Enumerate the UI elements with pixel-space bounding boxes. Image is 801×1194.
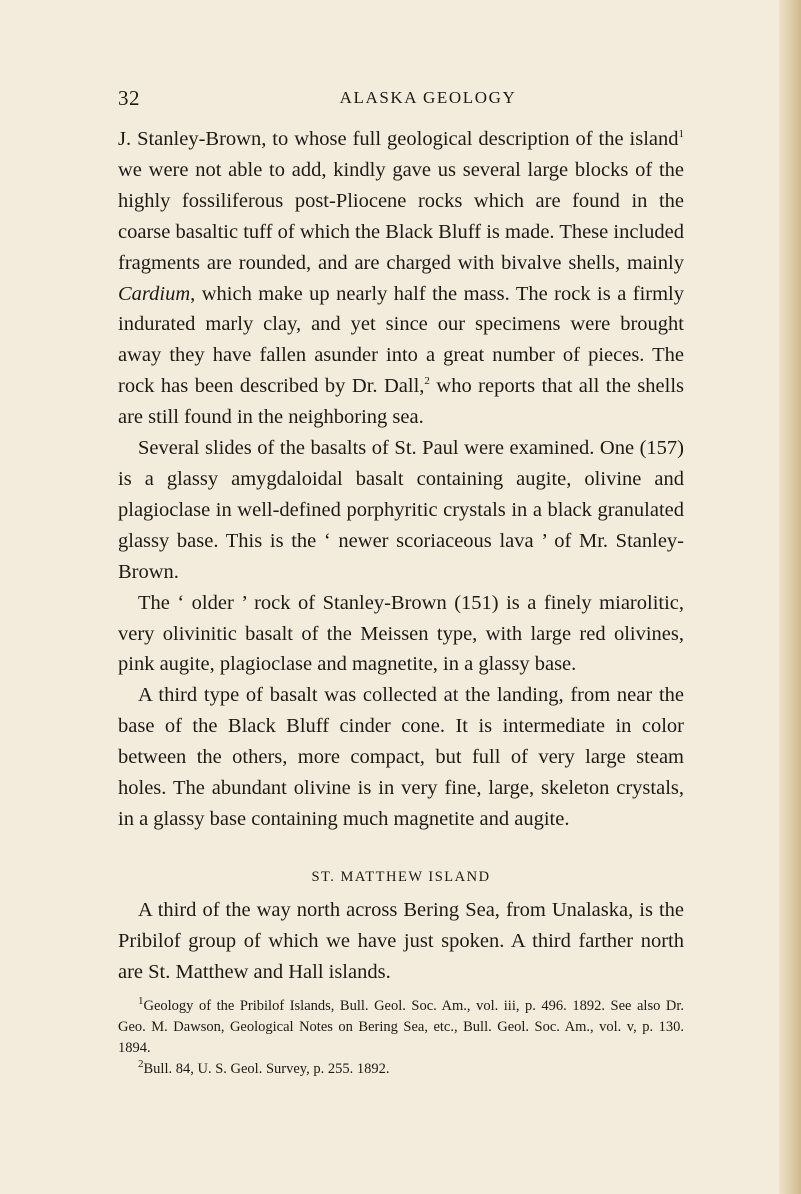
footnote-marker: 2 xyxy=(424,375,430,388)
paragraph xyxy=(118,588,684,681)
footnote-marker: 2 xyxy=(138,1057,144,1070)
italic-text: Cardium xyxy=(118,282,191,305)
text-run: we were not able to add, kindly gave us several large blocks of the highly fossiliferous post-Pliocene rocks which are found in the coarse basaltic tuff of which the Black Bluff is made. These included fragments are rounded, and are charged with bivalve shells, mainly xyxy=(118,158,684,274)
text-run: Bull. 84, U. S. Geol. Survey, p. 255. 1892. xyxy=(143,1060,390,1077)
text-run: Geology of the Pribilof Islands, Bull. Geol. Soc. Am., vol. iii, p. 496. 1892. See also Dr. Geo. M. Dawson, Geological Notes on Bering Sea, etc., Bull. Geol. Soc. Am., vol. v, p. 130. 1894. xyxy=(118,997,684,1056)
text-run: A third of the way north across Bering Sea, from Unalaska, is the Pribilof group of which we have just spoken. A third farther north are St. Matthew and Hall islands. xyxy=(118,898,684,983)
text-run: A third type of basalt was collected at the landing, from near the base of the Black Bluff cinder cone. It is intermediate in color between the others, more compact, but full of very large steam holes. The abundant olivine is in very fine, large, skeleton crystals, in a glassy base containing much magnetite and augite. xyxy=(118,684,684,830)
paragraph xyxy=(118,124,684,433)
running-head: ALASKA GEOLOGY xyxy=(339,88,517,107)
page-edge xyxy=(779,0,801,1194)
text-run: J. Stanley-Brown, to whose full geological description of the island xyxy=(118,128,679,150)
text-run: , which make up nearly half the mass. The rock is a firmly indurated marly clay, and yet since our specimens were brought away they have fallen asunder into a great number of pieces. The rock has been described by Dr. Dall, xyxy=(118,282,684,398)
footnote-marker: 1 xyxy=(138,994,144,1007)
text-run: who reports that all the shells are still found in the neighboring sea. xyxy=(118,375,684,429)
page-header xyxy=(118,86,738,116)
paragraph xyxy=(118,433,684,588)
text-run: The ‘ older ’ rock of Stanley-Brown (151) is a finely miarolitic, very olivinitic basalt of the Meissen type, with large red olivines, pink augite, plagioclase and magnetite, in a glassy base. xyxy=(118,591,684,676)
footnote xyxy=(118,1059,684,1080)
section-heading: ST. MATTHEW ISLAND xyxy=(311,868,491,885)
footnote xyxy=(118,996,684,1059)
paragraph xyxy=(118,680,684,835)
footnotes xyxy=(118,996,684,1080)
footnote-marker: 1 xyxy=(678,128,684,141)
text-run: Several slides of the basalts of St. Paul were examined. One (157) is a glassy amygdaloidal basalt containing augite, olivine and plagioclase in well-defined porphyritic crystals in a black granulated glassy base. This is the ‘ newer scoriaceous lava ’ of Mr. Stanley-Brown. xyxy=(118,437,684,583)
paragraph xyxy=(118,895,684,988)
body-text xyxy=(118,124,684,1080)
page-number: 32 xyxy=(118,86,140,110)
